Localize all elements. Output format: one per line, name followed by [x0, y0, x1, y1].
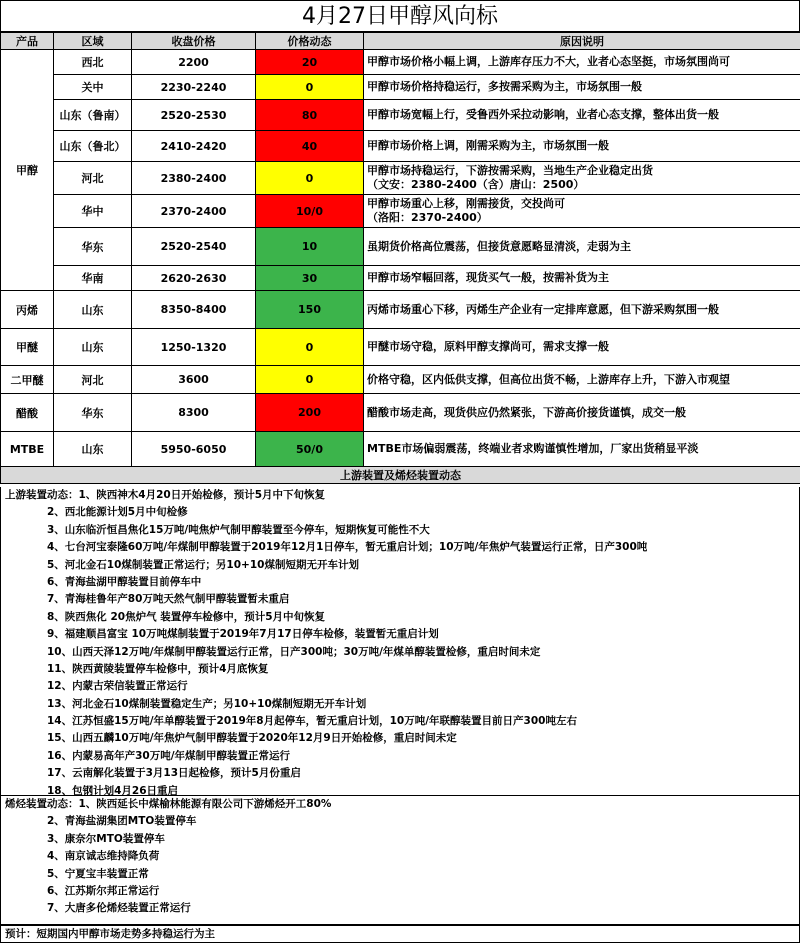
table-row: [1, 131, 800, 162]
reason-cell: [364, 228, 800, 266]
olefin-dynamics: [0, 796, 800, 925]
reason-cell: [364, 394, 800, 432]
region-cell: 华南: [54, 266, 132, 291]
reason-line: 甲醇市场持稳运行，下游按需采购，当地生产企业稳定出货: [367, 164, 653, 177]
reason-line: 价格守稳，区内低供支撑，但高位出货不畅，上游库存上升，下游入市观望: [367, 372, 730, 386]
list-item-text: 1、陕西神木4月20日开始检修，预计5月中下旬恢复: [78, 489, 326, 501]
change-cell: 30: [256, 266, 364, 291]
price-cell: 2520-2530: [132, 100, 256, 131]
header-change: 价格动态: [256, 33, 364, 50]
list-item-text: 7、青海桂鲁年产80万吨天然气制甲醇装置暂未重启: [47, 593, 290, 606]
region-cell: 华东: [54, 228, 132, 266]
region-cell: 河北: [54, 366, 132, 394]
list-item: [1, 813, 799, 830]
change-cell: 0: [256, 329, 364, 366]
reason-line: 丙烯市场重心下移，丙烯生产企业有一定排库意愿，但下游采购氛围一般: [367, 302, 719, 316]
region-cell: 山东: [54, 329, 132, 366]
reason-line: 甲醇市场窄幅回落，现货买气一般，按需补货为主: [367, 271, 609, 284]
list-item: [1, 730, 799, 747]
change-cell: 150: [256, 291, 364, 329]
list-item-text: 9、福建顺昌富宝 10万吨煤制装置于2019年7月17日停车检修，装置暂无重启计划: [47, 628, 439, 641]
page-title: 4月27日甲醇风向标: [0, 0, 800, 32]
table-row: [1, 100, 800, 131]
reason-line: （文安：2380-2400（含）唐山：2500）: [367, 178, 585, 191]
change-cell: 200: [256, 394, 364, 432]
forecast-note: 预计：短期国内甲醇市场走势多持稳运行为主: [0, 925, 800, 943]
reason-cell: [364, 432, 800, 467]
reason-line: 醋酸市场走高，现货供应仍然紧张，下游高价接货谨慎，成交一般: [367, 405, 686, 419]
list-item: [1, 713, 799, 730]
region-cell: 山东（鲁北）: [54, 131, 132, 162]
section-title: 上游装置及烯烃装置动态: [1, 467, 800, 484]
price-cell: 2230-2240: [132, 75, 256, 100]
list-item-text: 13、河北金石10煤制装置稳定生产；另10+10煤制短期无开车计划: [47, 697, 367, 710]
region-cell: 山东: [54, 291, 132, 329]
change-cell: 20: [256, 50, 364, 75]
table-row: [1, 366, 800, 394]
change-cell: 40: [256, 131, 364, 162]
list-item: [1, 504, 799, 521]
list-item-text: 11、陕西黄陵装置停车检修中，预计4月底恢复: [47, 662, 269, 675]
price-cell: 2520-2540: [132, 228, 256, 266]
region-cell: 山东（鲁南）: [54, 100, 132, 131]
product-cell: MTBE: [1, 432, 54, 467]
change-cell: 0: [256, 162, 364, 195]
price-cell: 3600: [132, 366, 256, 394]
header-price: 收盘价格: [132, 33, 256, 50]
list-item: [1, 661, 799, 678]
price-cell: 2620-2630: [132, 266, 256, 291]
region-cell: 关中: [54, 75, 132, 100]
list-lead-label: 上游装置动态：: [5, 489, 79, 501]
reason-line: 甲醇市场价格小幅上调，上游库存压力不大，业者心态坚挺，市场氛围尚可: [367, 55, 730, 68]
table-row: [1, 266, 800, 291]
reason-cell: [364, 50, 800, 75]
product-cell: 二甲醚: [1, 366, 54, 394]
change-cell: 0: [256, 366, 364, 394]
price-cell: 1250-1320: [132, 329, 256, 366]
header-product: 产品: [1, 33, 54, 50]
product-cell: 醋酸: [1, 394, 54, 432]
list-item: [1, 522, 799, 539]
change-cell: 10: [256, 228, 364, 266]
list-item: [1, 487, 799, 504]
region-cell: 华中: [54, 195, 132, 228]
price-cell: 2370-2400: [132, 195, 256, 228]
price-cell: 2200: [132, 50, 256, 75]
reason-cell: [364, 75, 800, 100]
list-item-text: 18、包钢计划4月26日重启: [47, 784, 179, 797]
table-row: [1, 228, 800, 266]
list-item: [1, 883, 799, 900]
list-item-text: 12、内蒙古荣信装置正常运行: [47, 680, 188, 693]
table-row: [1, 75, 800, 100]
header-reason: 原因说明: [364, 33, 800, 50]
price-cell: 2410-2420: [132, 131, 256, 162]
upstream-dynamics: [0, 487, 800, 796]
list-item-text: 3、康奈尔MTO装置停车: [47, 832, 165, 845]
list-item: [1, 696, 799, 713]
change-cell: 80: [256, 100, 364, 131]
reason-cell: [364, 162, 800, 195]
list-item-text: 8、陕西焦化 20焦炉气 装置停车检修中，预计5月中旬恢复: [47, 610, 326, 623]
table-row: [1, 329, 800, 366]
price-cell: 2380-2400: [132, 162, 256, 195]
price-table: [0, 32, 800, 484]
list-item: [1, 609, 799, 626]
table-row: [1, 394, 800, 432]
product-cell: 甲醚: [1, 329, 54, 366]
list-item-text: 2、青海盐湖集团MTO装置停车: [47, 815, 197, 828]
list-item-text: 7、大唐多伦烯烃装置正常运行: [47, 902, 191, 915]
reason-cell: [364, 195, 800, 228]
list-item-text: 14、江苏恒盛15万吨/年单醇装置于2019年8月起停车，暂无重启计划，10万吨/年联醇装置目前日产300吨左右: [47, 715, 577, 728]
list-item: [1, 557, 799, 574]
list-item: [1, 866, 799, 883]
region-cell: 山东: [54, 432, 132, 467]
list-item: [1, 900, 799, 917]
list-item: [1, 626, 799, 643]
table-row: [1, 432, 800, 467]
reason-line: （洛阳：2370-2400）: [367, 211, 488, 224]
list-item: [1, 831, 799, 848]
reason-cell: [364, 100, 800, 131]
list-item-text: 17、云南解化装置于3月13日起检修，预计5月份重启: [47, 767, 301, 780]
reason-line: 甲醇市场价格上调，刚需采购为主，市场氛围一般: [367, 139, 609, 152]
region-cell: 西北: [54, 50, 132, 75]
list-item-text: 2、西北能源计划5月中旬检修: [47, 506, 188, 519]
table-row: [1, 291, 800, 329]
list-item-text: 4、南京诚志维持降负荷: [47, 850, 160, 863]
change-cell: 0: [256, 75, 364, 100]
list-item-text: 16、内蒙易高年产30万吨/年煤制甲醇装置正常运行: [47, 749, 291, 762]
list-item-text: 4、七台河宝泰隆60万吨/年煤制甲醇装置于2019年12月1日停车，暂无重启计划；10万吨/年焦炉气装置运行正常，日产300吨: [47, 541, 648, 554]
list-item: [1, 539, 799, 556]
reason-line: 甲醇市场价格持稳运行，多按需采购为主，市场氛围一般: [367, 80, 642, 93]
list-item: [1, 765, 799, 782]
list-item-text: 5、宁夏宝丰装置正常: [47, 867, 149, 880]
list-item-text: 5、河北金石10煤制装置正常运行；另10+10煤制短期无开车计划: [47, 558, 359, 571]
list-lead-label: 烯烃装置动态：: [5, 798, 79, 810]
list-item: [1, 644, 799, 661]
region-cell: 河北: [54, 162, 132, 195]
table-row: [1, 195, 800, 228]
reason-cell: [364, 131, 800, 162]
list-item: [1, 748, 799, 765]
list-item: [1, 591, 799, 608]
section-header-row: [1, 467, 800, 484]
price-cell: 8300: [132, 394, 256, 432]
list-item-text: 3、山东临沂恒昌焦化15万吨/吨焦炉气制甲醇装置至今停车，短期恢复可能性不大: [47, 523, 430, 536]
product-cell: 甲醇: [1, 50, 54, 291]
change-cell: 10/0: [256, 195, 364, 228]
table-row: [1, 162, 800, 195]
reason-line: 虽期货价格高位震荡，但接货意愿略显清淡，走弱为主: [367, 239, 631, 253]
list-item: [1, 796, 799, 813]
reason-line: 甲醇市场重心上移，刚需接货，交投尚可: [367, 197, 565, 210]
list-item-text: 15、山西五麟10万吨/年焦炉气制甲醇装置于2020年12月9日开始检修，重启时间未定: [47, 732, 457, 745]
price-cell: 8350-8400: [132, 291, 256, 329]
table-row: [1, 50, 800, 75]
reason-cell: [364, 366, 800, 394]
list-item: [1, 678, 799, 695]
list-item-text: 6、青海盐湖甲醇装置目前停车中: [47, 575, 202, 588]
reason-line: MTBE市场偏弱震荡，终端业者求购谨慎性增加，厂家出货稍显平淡: [367, 442, 699, 455]
list-item: [1, 848, 799, 865]
price-cell: 5950-6050: [132, 432, 256, 467]
list-item-text: 10、山西天泽12万吨/年煤制甲醇装置运行正常，日产300吨；30万吨/年煤单醇装置检修，重启时间未定: [47, 645, 541, 658]
region-cell: 华东: [54, 394, 132, 432]
reason-cell: [364, 291, 800, 329]
reason-line: 甲醇市场宽幅上行，受鲁西外采拉动影响，业者心态支撑，整体出货一般: [367, 108, 719, 121]
table-header-row: [1, 33, 800, 50]
header-region: 区域: [54, 33, 132, 50]
change-cell: 50/0: [256, 432, 364, 467]
list-item-text: 1、陕西延长中煤榆林能源有限公司下游烯烃开工80%: [78, 798, 332, 810]
reason-cell: [364, 329, 800, 366]
reason-line: 甲醚市场守稳，原料甲醇支撑尚可，需求支撑一般: [367, 340, 609, 353]
list-item: [1, 574, 799, 591]
reason-cell: [364, 266, 800, 291]
product-cell: 丙烯: [1, 291, 54, 329]
list-item-text: 6、江苏斯尔邦正常运行: [47, 884, 160, 897]
